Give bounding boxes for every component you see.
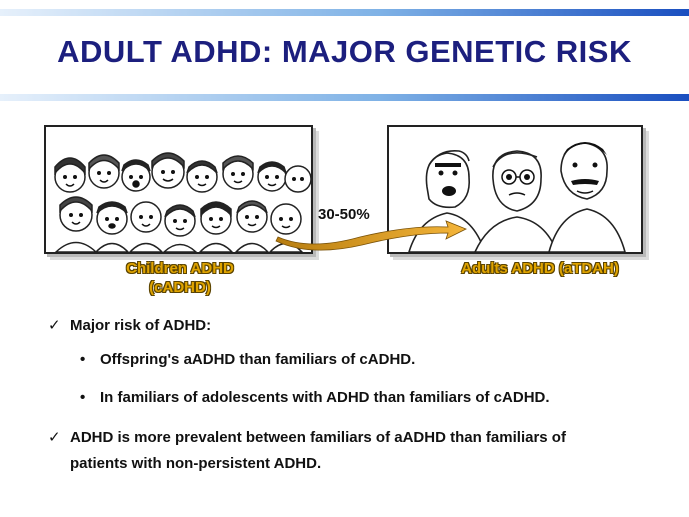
children-caption	[80, 259, 280, 297]
bullet-icon: •	[80, 389, 86, 406]
point2-text1: ADHD is more prevalent between familiars of aADHD than familiars of	[70, 429, 566, 446]
point1-sub1: Offspring's aADHD than familiars of cADHD.	[100, 351, 416, 368]
checkmark-icon: ✓	[48, 317, 61, 334]
point1-sub1-line	[80, 351, 415, 368]
point2-line2: patients with non-persistent ADHD.	[70, 455, 322, 472]
title-underline-bar	[0, 94, 689, 101]
point1-heading: Major risk of ADHD:	[70, 317, 212, 334]
point1-heading-line	[48, 316, 211, 334]
percentage-label: 30-50%	[318, 206, 370, 223]
slide-title: ADULT ADHD: MAJOR GENETIC RISK	[57, 34, 632, 69]
point1-sub2: In familiars of adolescents with ADHD than familiars of cADHD.	[100, 389, 550, 406]
bullet-icon: •	[80, 351, 86, 368]
adults-caption: Adults ADHD (aTDAH)	[461, 260, 619, 277]
point1-sub2-line	[80, 389, 550, 406]
top-gradient-bar	[0, 9, 689, 16]
checkmark-icon: ✓	[48, 429, 61, 446]
progression-arrow	[270, 215, 470, 255]
point2-line1	[48, 428, 566, 446]
children-caption-line1: Children ADHD	[126, 260, 234, 277]
children-caption-line2: (cADHD)	[149, 279, 211, 296]
